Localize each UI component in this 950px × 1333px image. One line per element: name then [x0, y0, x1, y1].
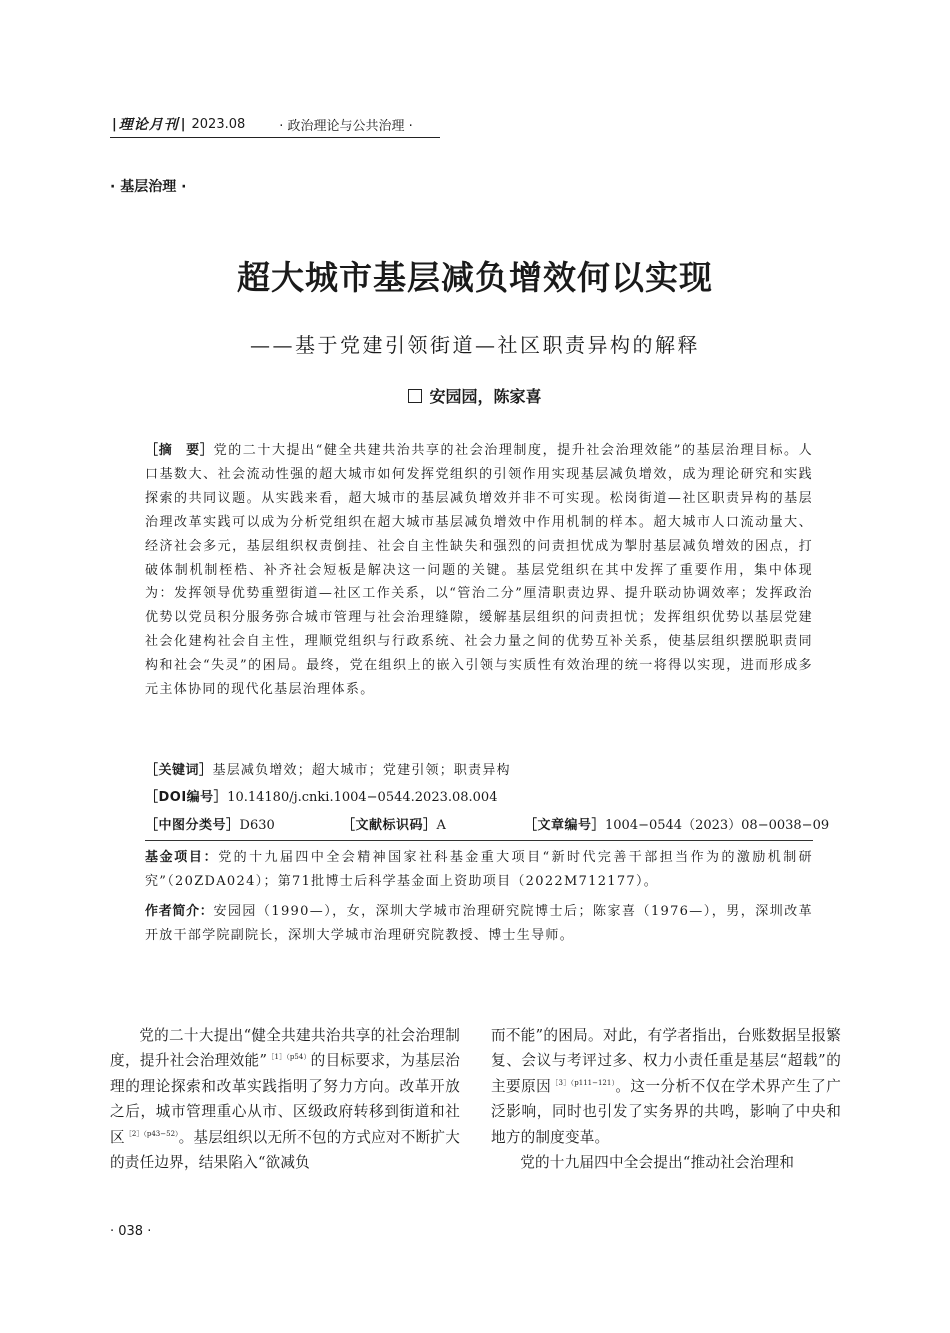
abstract-label: ［摘 要］: [145, 443, 214, 458]
body-column-right: [491, 1023, 841, 1175]
doc-label: ［文献标识码］: [342, 818, 437, 833]
header-separator-left: |: [112, 116, 117, 132]
article-title: 超大城市基层减负增效何以实现: [237, 258, 713, 297]
keywords: [145, 759, 511, 778]
doi: [145, 786, 497, 805]
abstract-text: 党的二十大提出“健全共建共治共享的社会治理制度，提升社会治理效能”的基层治理目标。人口基数大、社会流动性强的超大城市如何发挥党组织的引领作用实现基层减负增效，成为理论研究和实践探索的共同议题。从实践来看，超大城市的基层减负增效并非不可实现。松岗街道—社区职责异构的基层治理改革实践可以成为分析党组织在超大城市基层减负增效中作用机制的样本。超大城市人口流动量大、经济社会多元，基层组织权责倒挂、社会自主性缺失和强烈的问责担忧成为掣肘基层减负增效的困点，打破体制机制桎梏、补齐社会短板是解决这一问题的关键。基层党组织在其中发挥了重要作用，集中体现为：发挥领导优势重塑街道—社区工作关系，以“管治二分”厘清职责边界、提升联动协调效率；发挥政治优势以党员积分服务弥合城市管理与社会治理缝隙，缓解基层组织的问责担忧；发挥组织优势以基层党建社会化建构社会自主性，理顺党组织与行政系统、社会力量之间的优势互补关系，使基层组织摆脱职责同构和社会“失灵”的困局。最终，党在组织上的嵌入引领与实质性有效治理的统一将得以实现，进而形成多元主体协同的现代化基层治理体系。: [145, 443, 813, 698]
body-paragraph: [491, 1023, 841, 1150]
keywords-text: 基层减负增效；超大城市；党建引领；职责异构: [212, 763, 511, 778]
citation-ref: ［1］（p54）: [267, 1053, 311, 1062]
clc-label: ［中图分类号］: [145, 818, 240, 833]
bio-label: 作者简介：: [145, 904, 214, 919]
body-paragraph: [491, 1150, 841, 1175]
header-rule: [110, 137, 440, 138]
clc-code: [145, 814, 275, 833]
header-separator-right: |: [180, 116, 186, 132]
page-number: · 038 ·: [110, 1224, 152, 1239]
keywords-label: ［关键词］: [145, 763, 213, 778]
fund-info: [145, 846, 813, 893]
metadata-rule: [145, 840, 813, 841]
column-rubric: · 政治理论与公共治理 ·: [279, 118, 413, 134]
journal-logo: 理论月刊: [118, 117, 179, 133]
fund-text: 党的十九届四中全会精神国家社科基金重大项目“新时代完善干部担当作为的激励机制研究”（20ZDA024）；第71批博士后科学基金面上资助项目（2022M712177）。: [145, 850, 813, 889]
citation-ref: ［2］（p43−52）: [124, 1129, 179, 1138]
author-bio: [145, 900, 813, 947]
body-text: 而不能”的困局。对此，有学者指出，台账数据呈报繁复、会议与考评过多、权力小责任重是基层“超载”的主要原因: [491, 1027, 841, 1095]
clc-value: D630: [239, 818, 275, 833]
issue-date: 2023.08: [191, 116, 246, 132]
body-text: 党的十九届四中全会提出“推动社会治理和: [520, 1154, 795, 1172]
body-column-left: [110, 1023, 460, 1175]
section-label: · 基层治理 ·: [110, 179, 187, 195]
running-header: [110, 112, 440, 136]
article-subtitle: ——基于党建引领街道—社区职责异构的解释: [250, 333, 700, 357]
article-number: [524, 814, 829, 833]
body-text: 的目标要求，为基层治理的理论探索和改革实践指明了努力方向。改革开放之后，城市管理重心从市、区级政府转移到街道和社区: [110, 1052, 460, 1146]
article-number-value: 1004−0544（2023）08−0038−09: [605, 818, 830, 833]
doi-label: ［DOI编号］: [145, 790, 228, 805]
body-text: 党的二十大提出“健全共建共治共享的社会治理制度，提升社会治理效能”: [110, 1027, 460, 1070]
abstract: [145, 439, 813, 702]
body-paragraph: [110, 1023, 460, 1175]
doc-value: A: [436, 818, 446, 833]
doi-text: 10.14180/j.cnki.1004−0544.2023.08.004: [227, 790, 498, 805]
author-line: [0, 384, 950, 407]
citation-ref: ［3］（p111−121）: [551, 1078, 616, 1087]
author-names: 安园园，陈家喜: [429, 387, 542, 406]
doc-code: [342, 814, 446, 833]
bio-text: 安园园（1990—），女，深圳大学城市治理研究院博士后；陈家喜（1976—），男，深圳改革开放干部学院副院长，深圳大学城市治理研究院教授、博士生导师。: [145, 904, 813, 943]
author-box-icon: [408, 389, 422, 403]
body-text: 。这一分析不仅在学术界产生了广泛影响，同时也引发了实务界的共鸣，影响了中央和地方的制度变革。: [491, 1077, 841, 1146]
body-text: 。基层组织以无所不包的方式应对不断扩大的责任边界，结果陷入“欲减负: [110, 1128, 460, 1172]
fund-label: 基金项目：: [145, 850, 219, 865]
article-number-label: ［文章编号］: [524, 818, 606, 833]
